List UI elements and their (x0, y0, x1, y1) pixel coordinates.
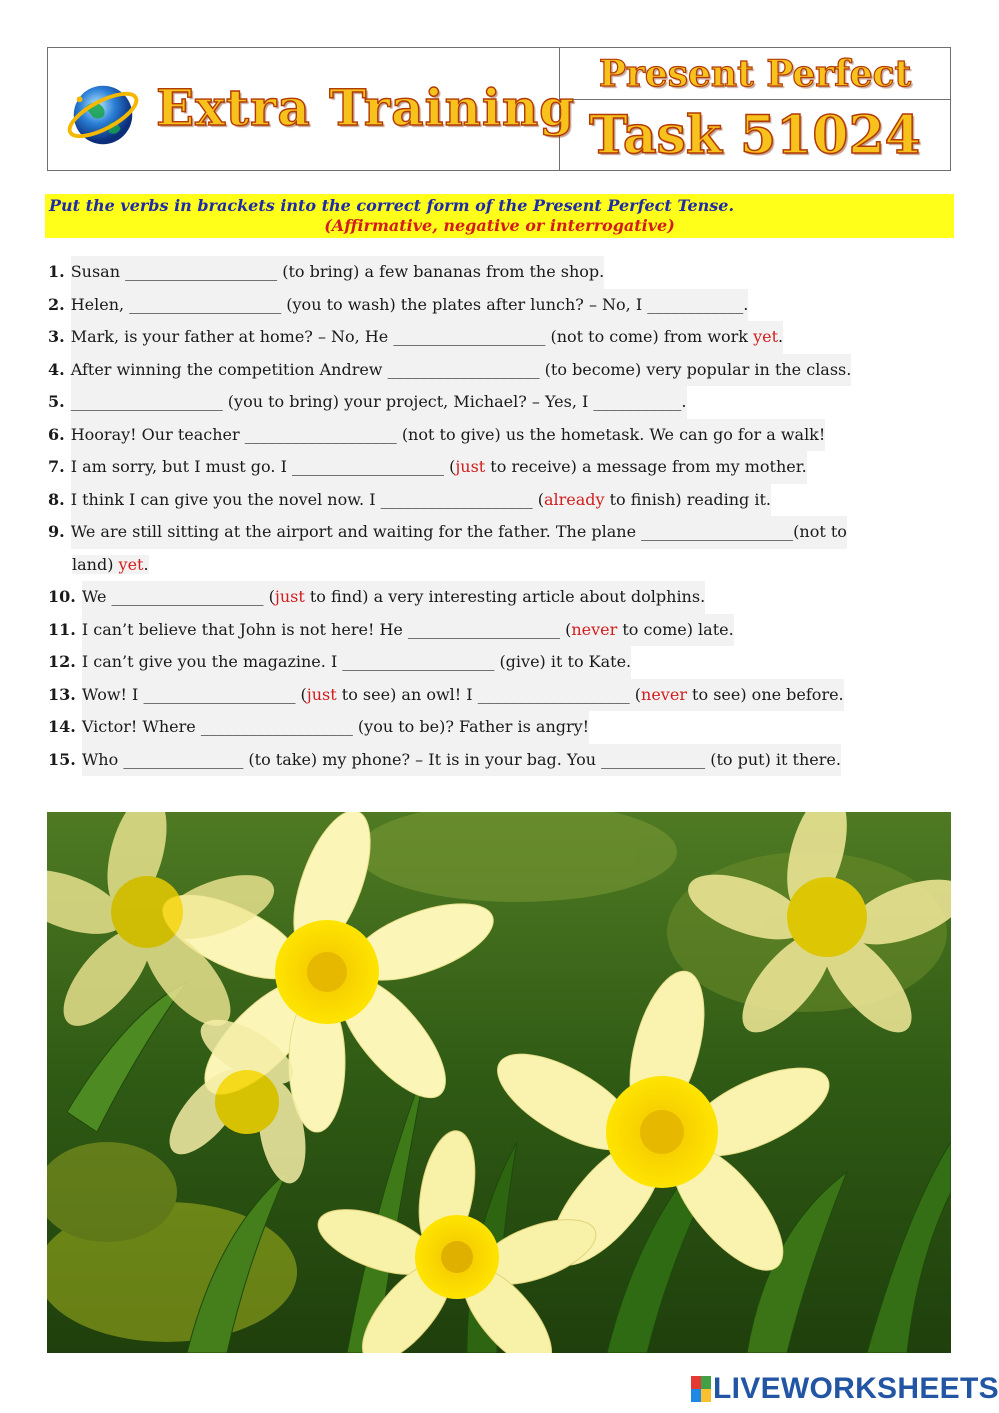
exercise-sentence (71, 289, 749, 322)
exercise-number: 13. (48, 684, 76, 704)
adverb-highlight: already (543, 489, 605, 509)
exercise-item (48, 484, 958, 517)
topic-panel (560, 48, 950, 170)
exercise-text-part: Mark, is your father at home? – No, He ___________________ (not to come) from work (70, 327, 754, 346)
logo-block (691, 1389, 701, 1402)
instructions-band (45, 194, 954, 238)
liveworksheets-logo[interactable] (691, 1372, 999, 1406)
exercise-sentence-continued (72, 555, 149, 574)
exercise-text-part: ___________________ (you to bring) your project, Michael? – Yes, I ___________. (70, 392, 687, 411)
exercise-sentence (71, 386, 687, 419)
exercise-sentence (82, 711, 589, 744)
adverb-highlight: just (274, 587, 305, 606)
exercise-text-part: Who _______________ (to take) my phone? – It is in your bag. You _____________ (to put) it there. (81, 749, 841, 769)
brand-panel (48, 48, 576, 170)
exercise-sentence (71, 419, 826, 452)
exercise-text-part: to find) a very interesting article about dolphins. (304, 587, 706, 606)
exercise-number: 9. (48, 522, 65, 541)
exercise-number: 2. (48, 294, 65, 314)
exercise-sentence (82, 744, 841, 777)
exercise-sentence (82, 679, 844, 712)
adverb-highlight: yet (753, 327, 779, 346)
brand-title: Extra Training (156, 78, 576, 137)
adverb-highlight: never (571, 619, 618, 639)
exercise-sentence (71, 256, 605, 289)
exercise-number: 6. (48, 424, 65, 444)
task-title: Task 51024 (589, 104, 921, 166)
exercise-text-part: . (778, 327, 784, 346)
exercise-number: 15. (48, 749, 76, 769)
logo-text: LIVEWORKSHEETS (713, 1372, 999, 1405)
exercise-text-part: I can’t give you the magazine. I ___________________ (give) it to Kate. (81, 652, 632, 671)
exercise-text-part: We ___________________ ( (81, 587, 275, 606)
logo-mark-icon (691, 1376, 711, 1402)
logo-block (701, 1376, 711, 1389)
adverb-highlight: never (641, 684, 687, 704)
exercise-number: 10. (48, 587, 76, 606)
exercise-text-part: Wow! I ___________________ ( (81, 684, 307, 704)
exercise-item (48, 386, 958, 419)
exercise-number: 11. (48, 619, 76, 639)
exercise-text-part: to finish) reading it. (604, 489, 771, 509)
exercise-number: 5. (48, 392, 65, 411)
exercise-sentence (71, 484, 771, 517)
globe-icon (64, 74, 142, 152)
logo-block (691, 1376, 701, 1389)
logo-block (701, 1389, 711, 1402)
exercise-item (48, 614, 958, 647)
adverb-highlight: just (455, 457, 486, 476)
exercise-sentence (71, 354, 852, 387)
exercise-number: 1. (48, 262, 65, 281)
exercise-text-part: to see) one before. (686, 684, 844, 704)
adverb-highlight: just (306, 684, 337, 704)
exercise-sentence (71, 516, 847, 549)
exercise-sentence (82, 614, 734, 647)
exercise-number: 12. (48, 652, 76, 671)
exercise-number: 14. (48, 717, 76, 736)
exercise-text-part: land) (72, 554, 119, 574)
exercise-text-part: Helen, ___________________ (you to wash) the plates after lunch? – No, I ____________. (70, 294, 749, 314)
exercise-text-part: to receive) a message from my mother. (485, 457, 807, 476)
exercise-text-part: Susan ___________________ (to bring) a few bananas from the shop. (70, 262, 605, 281)
exercise-item (48, 321, 958, 354)
exercise-item (48, 744, 958, 777)
exercise-sentence (71, 451, 807, 484)
exercise-text-part: Hooray! Our teacher ___________________ (not to give) us the hometask. We can go for a walk! (70, 424, 826, 444)
topic-cell (560, 48, 950, 100)
exercise-item (48, 711, 958, 744)
exercise-number: 4. (48, 359, 65, 379)
exercise-continuation (48, 549, 958, 582)
exercise-number: 7. (48, 457, 65, 476)
daffodils-photo (47, 812, 951, 1353)
adverb-highlight: yet (118, 554, 144, 574)
exercise-sentence (82, 581, 705, 614)
exercise-item (48, 581, 958, 614)
exercise-text-part: to come) late. (617, 619, 734, 639)
exercise-item (48, 256, 958, 289)
exercise-item (48, 354, 958, 387)
exercise-sentence (82, 646, 631, 679)
exercise-text-part: I think I can give you the novel now. I ___________________ ( (70, 489, 544, 509)
exercise-item (48, 679, 958, 712)
exercise-text-part: After winning the competition Andrew ___________________ (to become) very popular in the class. (70, 359, 852, 379)
exercise-text-part: I am sorry, but I must go. I ___________________ ( (70, 457, 456, 476)
exercise-item (48, 289, 958, 322)
exercise-text-part: to see) an owl! I ___________________ ( (336, 684, 642, 704)
exercise-text-part: . (143, 554, 149, 574)
exercise-number: 8. (48, 489, 65, 509)
exercise-item (48, 516, 958, 581)
task-cell (560, 100, 950, 170)
exercise-item (48, 451, 958, 484)
instructions-sub: (Affirmative, negative or interrogative) (324, 216, 675, 235)
worksheet-header (47, 47, 951, 171)
exercise-item (48, 646, 958, 679)
topic-title: Present Perfect (598, 52, 912, 95)
instructions-main: Put the verbs in brackets into the correct form of the Present Perfect Tense. (49, 196, 735, 215)
exercise-text-part: Victor! Where ___________________ (you to be)? Father is angry! (81, 717, 590, 736)
exercise-sentence (71, 321, 783, 354)
exercise-text-part: We are still sitting at the airport and waiting for the father. The plane ___________________(not to (70, 522, 847, 541)
exercise-list (48, 256, 958, 776)
exercise-text-part: I can’t believe that John is not here! He ___________________ ( (81, 619, 572, 639)
daffodils-image (47, 812, 951, 1353)
exercise-number: 3. (48, 327, 65, 346)
exercise-item (48, 419, 958, 452)
